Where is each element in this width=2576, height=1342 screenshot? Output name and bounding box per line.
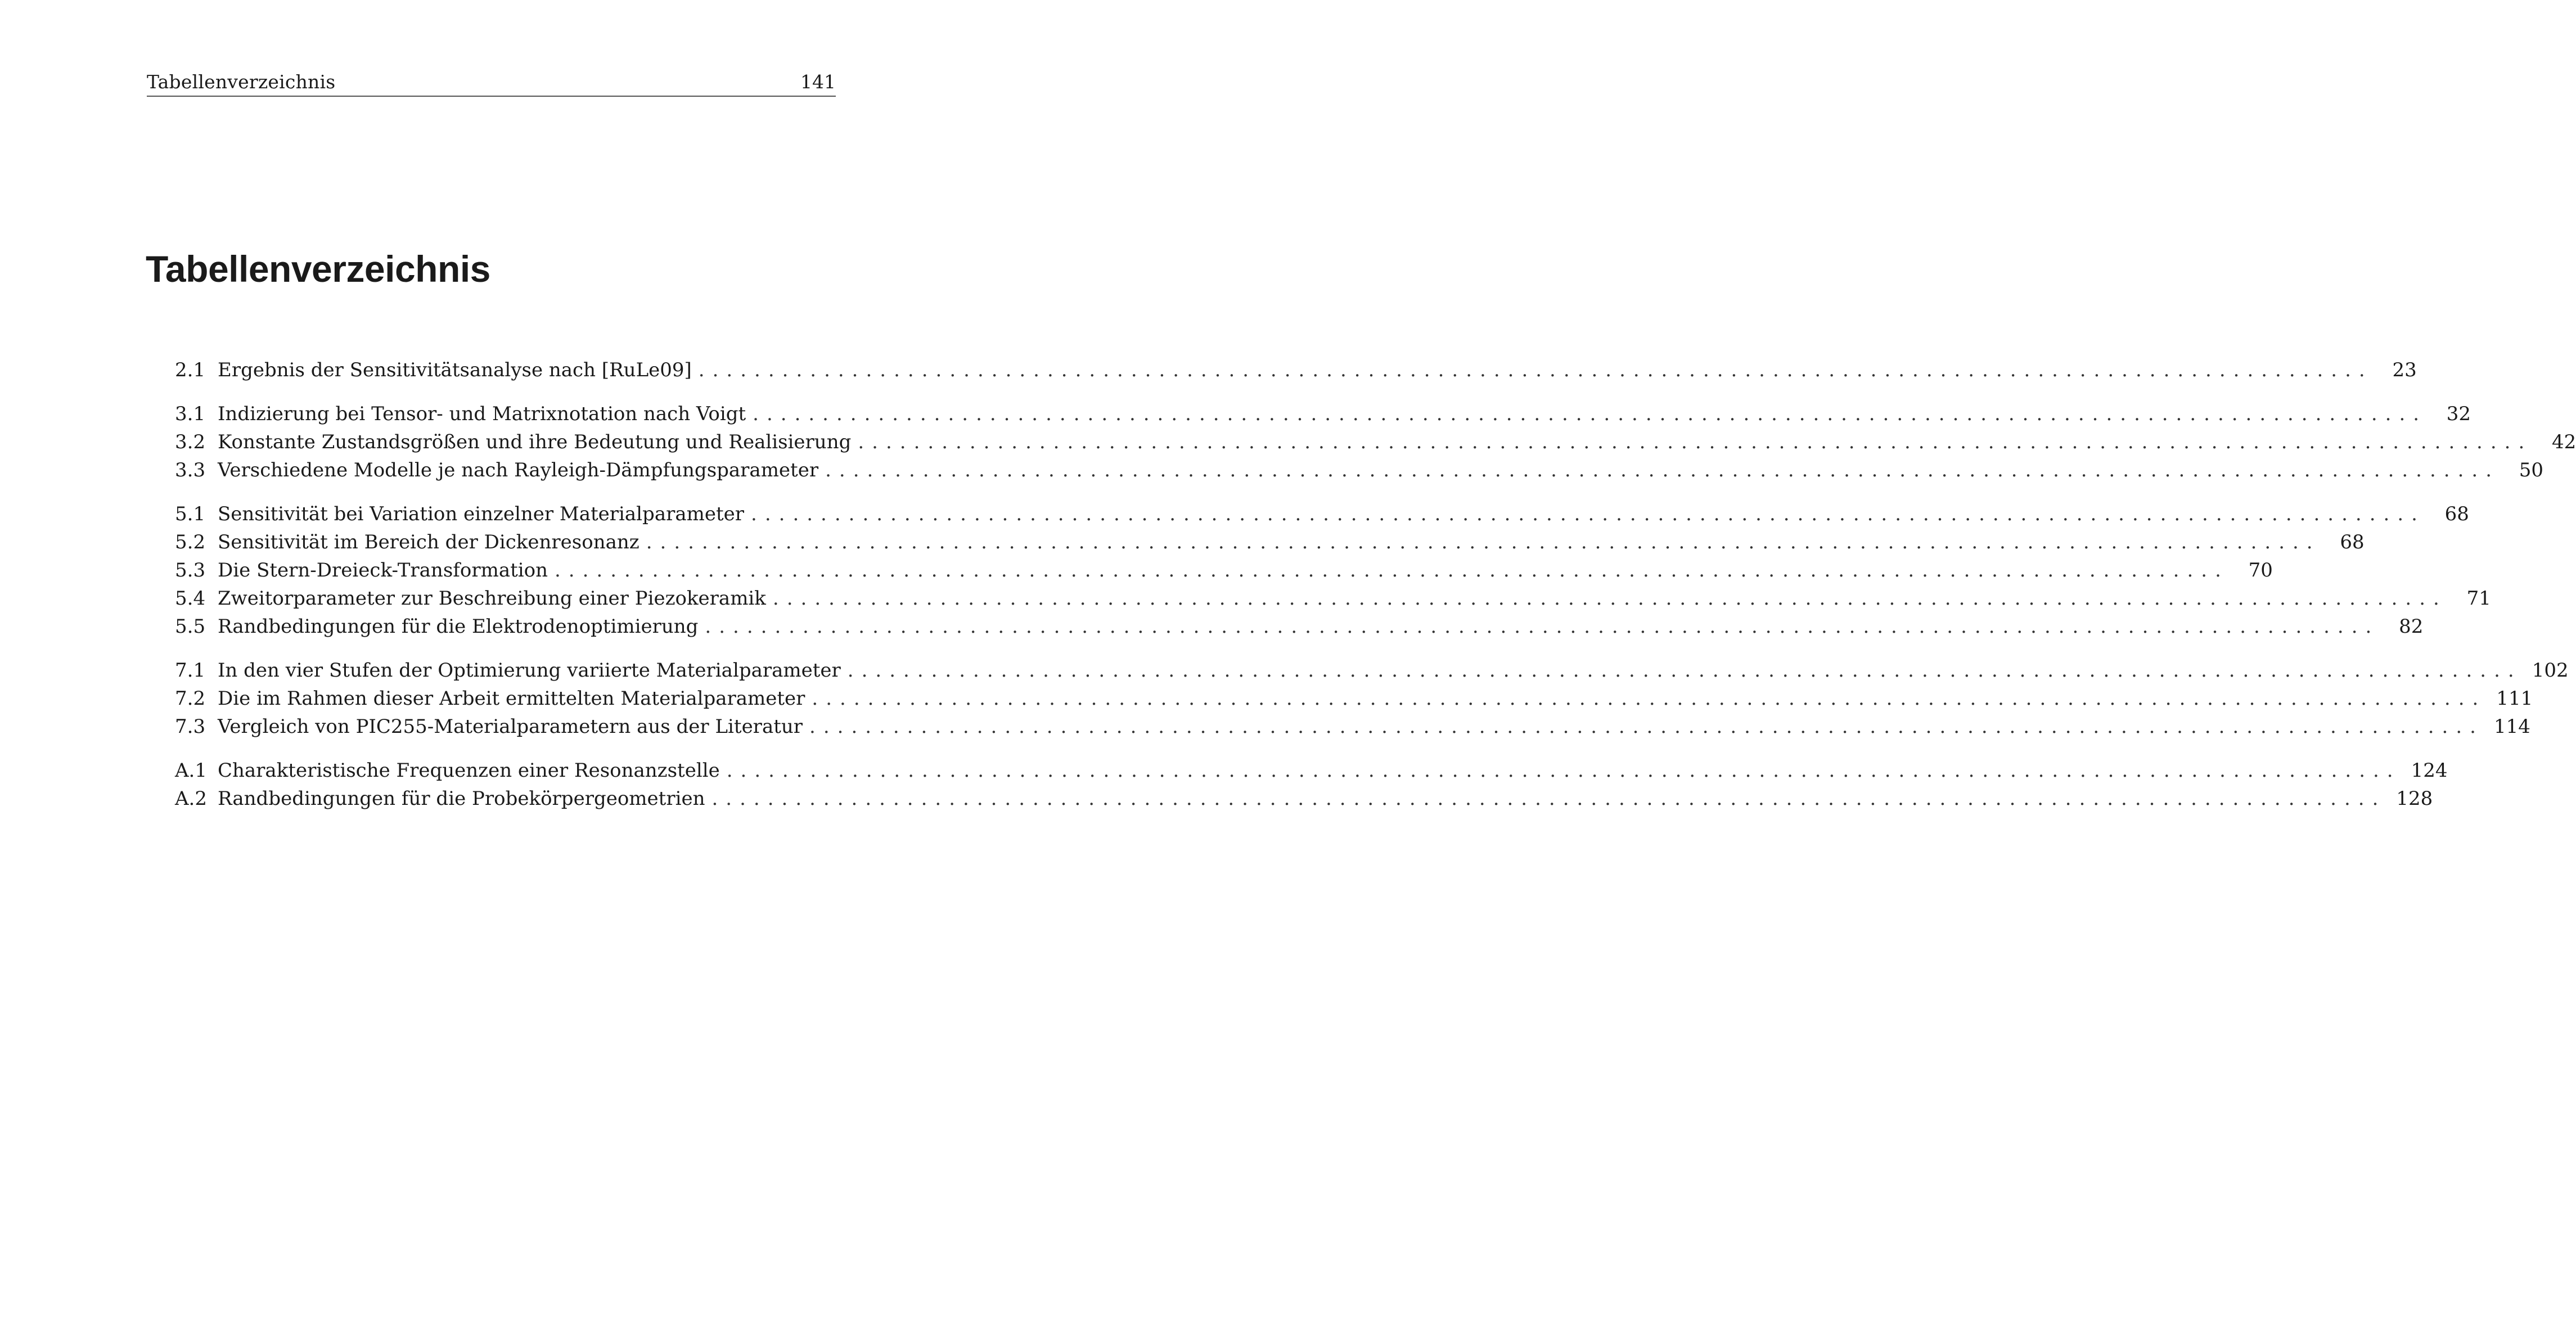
table-caption: Sensitivität bei Variation einzelner Materialparameter bbox=[218, 503, 745, 525]
caption-with-leader bbox=[218, 528, 2331, 556]
page-number: 71 bbox=[2466, 587, 2491, 610]
dot-leader: ........................................................................................................................ bbox=[812, 687, 2487, 710]
lot-entry[interactable] bbox=[175, 400, 2471, 428]
dot-leader: ........................................................................................................................ bbox=[772, 587, 2447, 610]
page-number: 68 bbox=[2444, 503, 2469, 525]
page-number: 111 bbox=[2496, 687, 2533, 710]
table-caption: Die im Rahmen dieser Arbeit ermittelten Materialparameter bbox=[218, 687, 805, 710]
caption-with-leader bbox=[218, 785, 2396, 813]
table-number: 7.2 bbox=[175, 687, 206, 710]
lot-entry[interactable] bbox=[175, 584, 2491, 613]
table-number: 5.4 bbox=[175, 587, 206, 610]
list-of-tables bbox=[175, 356, 2576, 828]
table-number: 3.2 bbox=[175, 431, 206, 453]
table-caption: Randbedingungen für die Elektrodenoptimierung bbox=[218, 615, 699, 638]
caption-with-leader bbox=[218, 556, 2239, 584]
lot-entry[interactable] bbox=[175, 500, 2469, 528]
table-number: 7.1 bbox=[175, 659, 206, 682]
table-number: 5.3 bbox=[175, 559, 206, 582]
lot-entry[interactable] bbox=[175, 428, 2576, 456]
table-caption: Vergleich von PIC255-Materialparametern aus der Literatur bbox=[218, 715, 803, 738]
lot-entry[interactable] bbox=[175, 556, 2273, 584]
lot-entry[interactable] bbox=[175, 613, 2424, 641]
lot-group bbox=[175, 656, 2569, 741]
table-caption: Zweitorparameter zur Beschreibung einer Piezokeramik bbox=[218, 587, 766, 610]
table-caption: Indizierung bei Tensor- und Matrixnotation nach Voigt bbox=[218, 403, 746, 425]
dot-leader: ........................................................................................................................ bbox=[726, 759, 2401, 782]
lot-entry[interactable] bbox=[175, 356, 2417, 384]
dot-leader: ........................................................................................................................ bbox=[847, 659, 2522, 682]
page-number: 42 bbox=[2552, 431, 2576, 453]
lot-entry[interactable] bbox=[175, 456, 2544, 484]
lot-entry[interactable] bbox=[175, 528, 2365, 556]
lot-entry[interactable] bbox=[175, 656, 2569, 684]
dot-leader: ........................................................................................................................ bbox=[753, 403, 2428, 425]
table-caption: Verschiedene Modelle je nach Rayleigh-Dämpfungsparameter bbox=[218, 459, 819, 481]
dot-leader: ........................................................................................................................ bbox=[698, 359, 2373, 381]
dot-leader: ........................................................................................................................ bbox=[555, 559, 2229, 582]
lot-entry[interactable] bbox=[175, 684, 2533, 713]
page-number: 102 bbox=[2532, 659, 2569, 682]
caption-with-leader bbox=[218, 400, 2437, 428]
caption-with-leader bbox=[218, 656, 2532, 684]
table-number: 5.2 bbox=[175, 531, 206, 553]
table-number: 3.1 bbox=[175, 403, 206, 425]
dot-leader: ........................................................................................................................ bbox=[751, 503, 2425, 525]
lot-entry[interactable] bbox=[175, 713, 2530, 741]
page-number: 23 bbox=[2392, 359, 2417, 381]
page-number: 124 bbox=[2411, 759, 2448, 782]
caption-with-leader bbox=[218, 613, 2389, 641]
table-number: 5.1 bbox=[175, 503, 206, 525]
caption-with-leader bbox=[218, 713, 2494, 741]
caption-with-leader bbox=[218, 584, 2457, 613]
caption-with-leader bbox=[218, 684, 2496, 713]
lot-group bbox=[175, 356, 2417, 384]
table-number: A.1 bbox=[175, 759, 207, 782]
caption-with-leader bbox=[218, 356, 2383, 384]
caption-with-leader bbox=[218, 756, 2411, 785]
chapter-title: Tabellenverzeichnis bbox=[146, 248, 490, 290]
dot-leader: ........................................................................................................................ bbox=[809, 715, 2484, 738]
lot-group bbox=[175, 400, 2576, 484]
page-number: 128 bbox=[2396, 787, 2433, 810]
caption-with-leader bbox=[218, 428, 2542, 456]
table-number: 5.5 bbox=[175, 615, 206, 638]
table-caption: Die Stern-Dreieck-Transformation bbox=[218, 559, 548, 582]
dot-leader: ........................................................................................................................ bbox=[825, 459, 2500, 481]
table-caption: Konstante Zustandsgrößen und ihre Bedeutung und Realisierung bbox=[218, 431, 852, 453]
page-number: 68 bbox=[2340, 531, 2365, 553]
dot-leader: ........................................................................................................................ bbox=[711, 787, 2386, 810]
dot-leader: ........................................................................................................................ bbox=[646, 531, 2321, 553]
caption-with-leader bbox=[218, 456, 2510, 484]
page-number: 82 bbox=[2399, 615, 2424, 638]
lot-entry[interactable] bbox=[175, 785, 2433, 813]
lot-group bbox=[175, 756, 2448, 813]
lot-entry[interactable] bbox=[175, 756, 2448, 785]
running-header-title: Tabellenverzeichnis bbox=[147, 71, 336, 93]
table-caption: Sensitivität im Bereich der Dickenresonanz bbox=[218, 531, 640, 553]
table-caption: Randbedingungen für die Probekörpergeometrien bbox=[218, 787, 705, 810]
table-number: 7.3 bbox=[175, 715, 206, 738]
lot-group bbox=[175, 500, 2491, 641]
dot-leader: ........................................................................................................................ bbox=[858, 431, 2533, 453]
page-number: 32 bbox=[2446, 403, 2471, 425]
page-number: 50 bbox=[2519, 459, 2544, 481]
running-header bbox=[147, 66, 836, 97]
running-header-page-number: 141 bbox=[800, 71, 836, 93]
page-number: 114 bbox=[2493, 715, 2530, 738]
table-number: 3.3 bbox=[175, 459, 206, 481]
table-caption: Ergebnis der Sensitivitätsanalyse nach [RuLe09] bbox=[218, 359, 692, 381]
page-number: 70 bbox=[2248, 559, 2273, 582]
caption-with-leader bbox=[218, 500, 2435, 528]
table-caption: Charakteristische Frequenzen einer Resonanzstelle bbox=[218, 759, 720, 782]
table-number: 2.1 bbox=[175, 359, 206, 381]
dot-leader: ........................................................................................................................ bbox=[705, 615, 2380, 638]
table-number: A.2 bbox=[175, 787, 207, 810]
table-caption: In den vier Stufen der Optimierung variierte Materialparameter bbox=[218, 659, 841, 682]
